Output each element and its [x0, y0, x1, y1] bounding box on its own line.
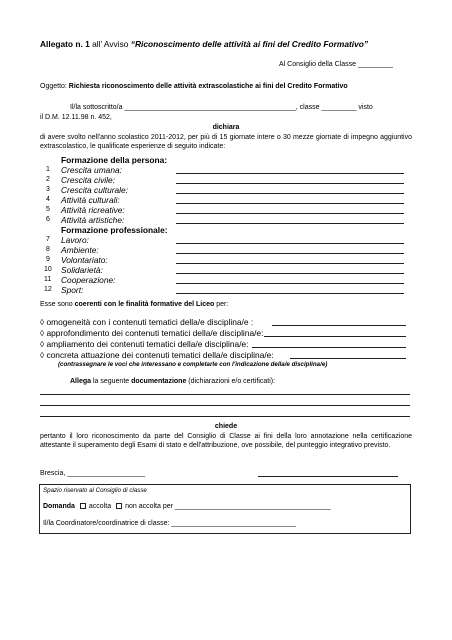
chiede-paragraph: pertanto il loro riconoscimento da parte del Consiglio di Classe ai fini della loro annotazione nella certificazione attestante il superamento degli Esami di stato e dell'attribuzione, ove possibile, del punteggio integrativo previsto. [40, 433, 412, 450]
item-number: 11 [44, 276, 52, 283]
criterion-answer-line[interactable] [252, 347, 406, 348]
item-label: Cooperazione: [61, 275, 116, 285]
item-answer-line[interactable] [176, 173, 404, 174]
item-answer-line[interactable] [176, 193, 404, 194]
item-answer-line[interactable] [176, 293, 404, 294]
item-label: Sport: [61, 285, 84, 295]
criterion-answer-line[interactable] [290, 358, 406, 359]
item-answer-line[interactable] [176, 273, 404, 274]
item-number: 9 [46, 256, 50, 263]
documentation-line[interactable] [40, 394, 410, 395]
item-label: Volontariato: [61, 255, 108, 265]
coordinator-line: Il/la Coordinatore/coordinatrice di classe: ________________________________ [43, 520, 296, 527]
reserved-title: Spazio riservato al Consiglio di classe [43, 487, 147, 494]
documentation-line[interactable] [40, 405, 410, 406]
allega-documentazione: documentazione [131, 378, 187, 385]
item-answer-line[interactable] [176, 223, 404, 224]
allega-post: (dichiarazioni e/o certificati): [186, 378, 276, 385]
intro-line-1: Il/la sottoscritto/a ____________________________________________, classe _________ visto [70, 104, 373, 111]
domanda-label: Domanda [43, 503, 75, 510]
item-label: Lavoro: [61, 235, 89, 245]
criteria-note: (contrassegnare le voci che interessano e completarle con l'indicazione della/e disciplina/e) [58, 361, 328, 368]
criterion-item: ◊ omogeneità con i contenuti tematici della/e disciplina/e : [40, 317, 254, 327]
allega-line [70, 378, 275, 385]
non-accolta-checkbox[interactable] [116, 503, 122, 509]
coerenti-pre: Esse sono [40, 301, 75, 308]
item-label: Solidarietà: [61, 265, 103, 275]
oggetto-label: Oggetto: [40, 83, 69, 90]
non-accolta-reason-line[interactable]: ________________________________________ [174, 503, 331, 510]
item-label: Crescita civile: [61, 175, 115, 185]
section-professionale-title: Formazione professionale: [61, 225, 168, 235]
documentation-line[interactable] [40, 416, 410, 417]
dichiara-paragraph: di avere svolto nell'anno scolastico 2011-2012, per più di 15 giornate intere o 30 mezze giornate di impegno aggiuntivo extrascolastico, le qualificate esperienze di seguito indicate: [40, 134, 412, 151]
item-answer-line[interactable] [176, 283, 404, 284]
item-number: 4 [46, 196, 50, 203]
item-answer-line[interactable] [176, 253, 404, 254]
item-number: 6 [46, 216, 50, 223]
avviso-label: all’ Avviso [89, 39, 129, 49]
coerenti-post: per: [214, 301, 229, 308]
item-answer-line[interactable] [176, 243, 404, 244]
reserved-box [39, 484, 411, 534]
allegato-label: Allegato n. 1 [40, 39, 90, 49]
item-answer-line[interactable] [176, 203, 404, 204]
item-answer-line[interactable] [176, 183, 404, 184]
item-label: Crescita umana: [61, 165, 122, 175]
item-answer-line[interactable] [176, 263, 404, 264]
accolta-checkbox[interactable] [80, 503, 86, 509]
criterion-item: ◊ ampliamento dei contenuti tematici della/e disciplina/e: [40, 339, 249, 349]
dichiara-heading: dichiara [212, 124, 240, 131]
signature-line[interactable] [258, 476, 398, 477]
item-number: 12 [44, 286, 52, 293]
item-label: Attività artistiche: [61, 215, 125, 225]
item-answer-line[interactable] [176, 213, 404, 214]
accolta-label: accolta [88, 503, 112, 510]
item-label: Crescita culturale: [61, 185, 129, 195]
recipient: Al Consiglio della Classe _________ [279, 61, 394, 68]
item-number: 2 [46, 176, 50, 183]
item-number: 1 [46, 166, 50, 173]
section-persona-title: Formazione della persona: [61, 155, 168, 165]
place-date-line: Brescia, ____________________ [40, 470, 146, 477]
item-number: 5 [46, 206, 50, 213]
item-number: 3 [46, 186, 50, 193]
item-number: 8 [46, 246, 50, 253]
oggetto-line [40, 83, 348, 90]
item-number: 7 [46, 236, 50, 243]
coerenti-bold: coerenti con le finalità formative del Liceo [74, 301, 215, 308]
item-label: Ambiente: [61, 245, 99, 255]
oggetto-text: Richiesta riconoscimento delle attività extrascolastiche ai fini del Credito Formativo [68, 83, 348, 90]
item-label: Attività ricreative: [61, 205, 125, 215]
chiede-heading: chiede [214, 423, 238, 430]
criterion-item: ◊ concreta attuazione dei contenuti tematici della/e disciplina/e: [40, 350, 274, 360]
intro-line-2: il D.M. 12.11.98 n. 452, [40, 114, 112, 121]
avviso-title: “Riconoscimento delle attività ai fini del Credito Formativo” [130, 39, 369, 49]
coerenti-line [40, 301, 228, 308]
document-heading [40, 39, 368, 49]
allega-mid: la seguente [91, 378, 132, 385]
non-accolta-label: non accolta per [125, 503, 175, 510]
item-number: 10 [44, 266, 52, 273]
criterion-item: ◊ approfondimento dei contenuti tematici della/e disciplina/e: [40, 328, 264, 338]
item-label: Attività culturali: [61, 195, 120, 205]
allega-bold: Allega [70, 378, 92, 385]
criterion-answer-line[interactable] [272, 325, 406, 326]
domanda-row [43, 503, 331, 510]
criterion-answer-line[interactable] [264, 336, 406, 337]
